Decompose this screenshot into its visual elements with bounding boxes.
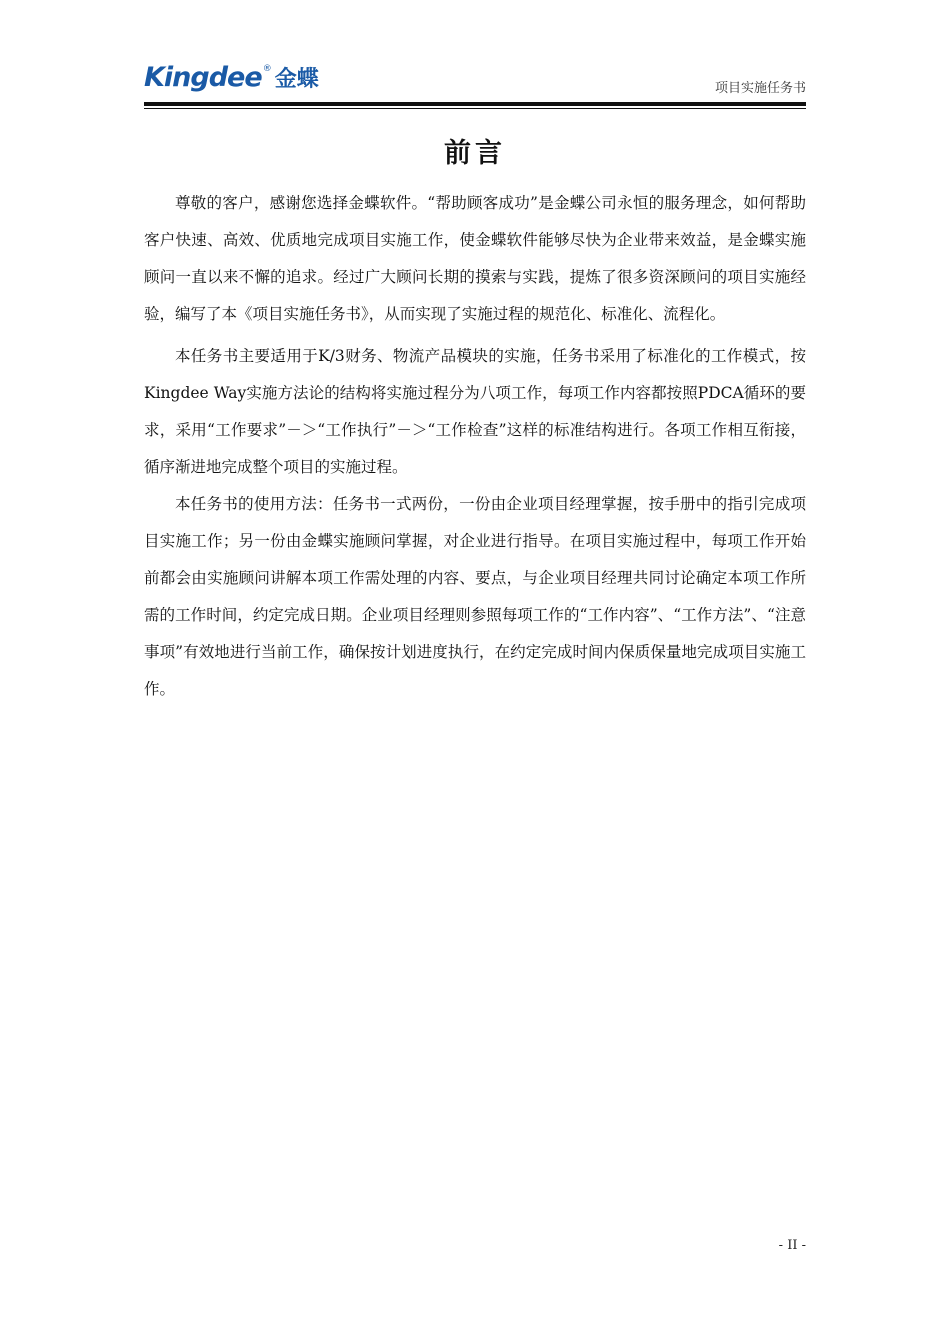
page-title: 前言 — [444, 138, 506, 169]
logo-registered-mark: ® — [262, 64, 272, 74]
kingdee-logo — [144, 60, 319, 94]
header-rule-thick — [144, 102, 806, 106]
paragraph-3: 本任务书的使用方法：任务书一式两份，一份由企业项目经理掌握，按手册中的指引完成项目实施工作；另一份由金蝶实施顾问掌握，对企业进行指导。在项目实施过程中，每项工作开始前都会由实施顾问讲解本项工作需处理的内容、要点，与企业项目经理共同讨论确定本项工作所需的工作时间，约定完成日期。企业项目经理则参照每项工作的“工作内容”、“工作方法”、“注意事项”有效地进行当前工作，确保按计划进度执行，在约定完成时间内保质保量地完成项目实施工作。 — [144, 495, 806, 698]
paragraph-2: 本任务书主要适用于K/3财务、物流产品模块的实施，任务书采用了标准化的工作模式，按Kingdee Way实施方法论的结构将实施过程分为八项工作，每项工作内容都按照PDCA循环的要求，采用“工作要求”－＞“工作执行”－＞“工作检查”这样的标准结构进行。各项工作相互衔接，循序渐进地完成整个项目的实施过程。 — [144, 347, 806, 476]
paragraph-1: 尊敬的客户，感谢您选择金蝶软件。“帮助顾客成功”是金蝶公司永恒的服务理念，如何帮助客户快速、高效、优质地完成项目实施工作，使金蝶软件能够尽快为企业带来效益，是金蝶实施顾问一直以来不懈的追求。经过广大顾问长期的摸索与实践，提炼了很多资深顾问的项目实施经验，编写了本《项目实施任务书》，从而实现了实施过程的规范化、标准化、流程化。 — [144, 194, 806, 323]
body-text — [144, 185, 806, 708]
logo-latin-text: Kingdee — [144, 61, 262, 93]
page-number: - II - — [778, 1238, 806, 1253]
header-rule-thin — [144, 108, 806, 109]
logo-chinese-text: 金蝶 — [274, 66, 319, 92]
header-doc-title: 项目实施任务书 — [714, 81, 806, 96]
